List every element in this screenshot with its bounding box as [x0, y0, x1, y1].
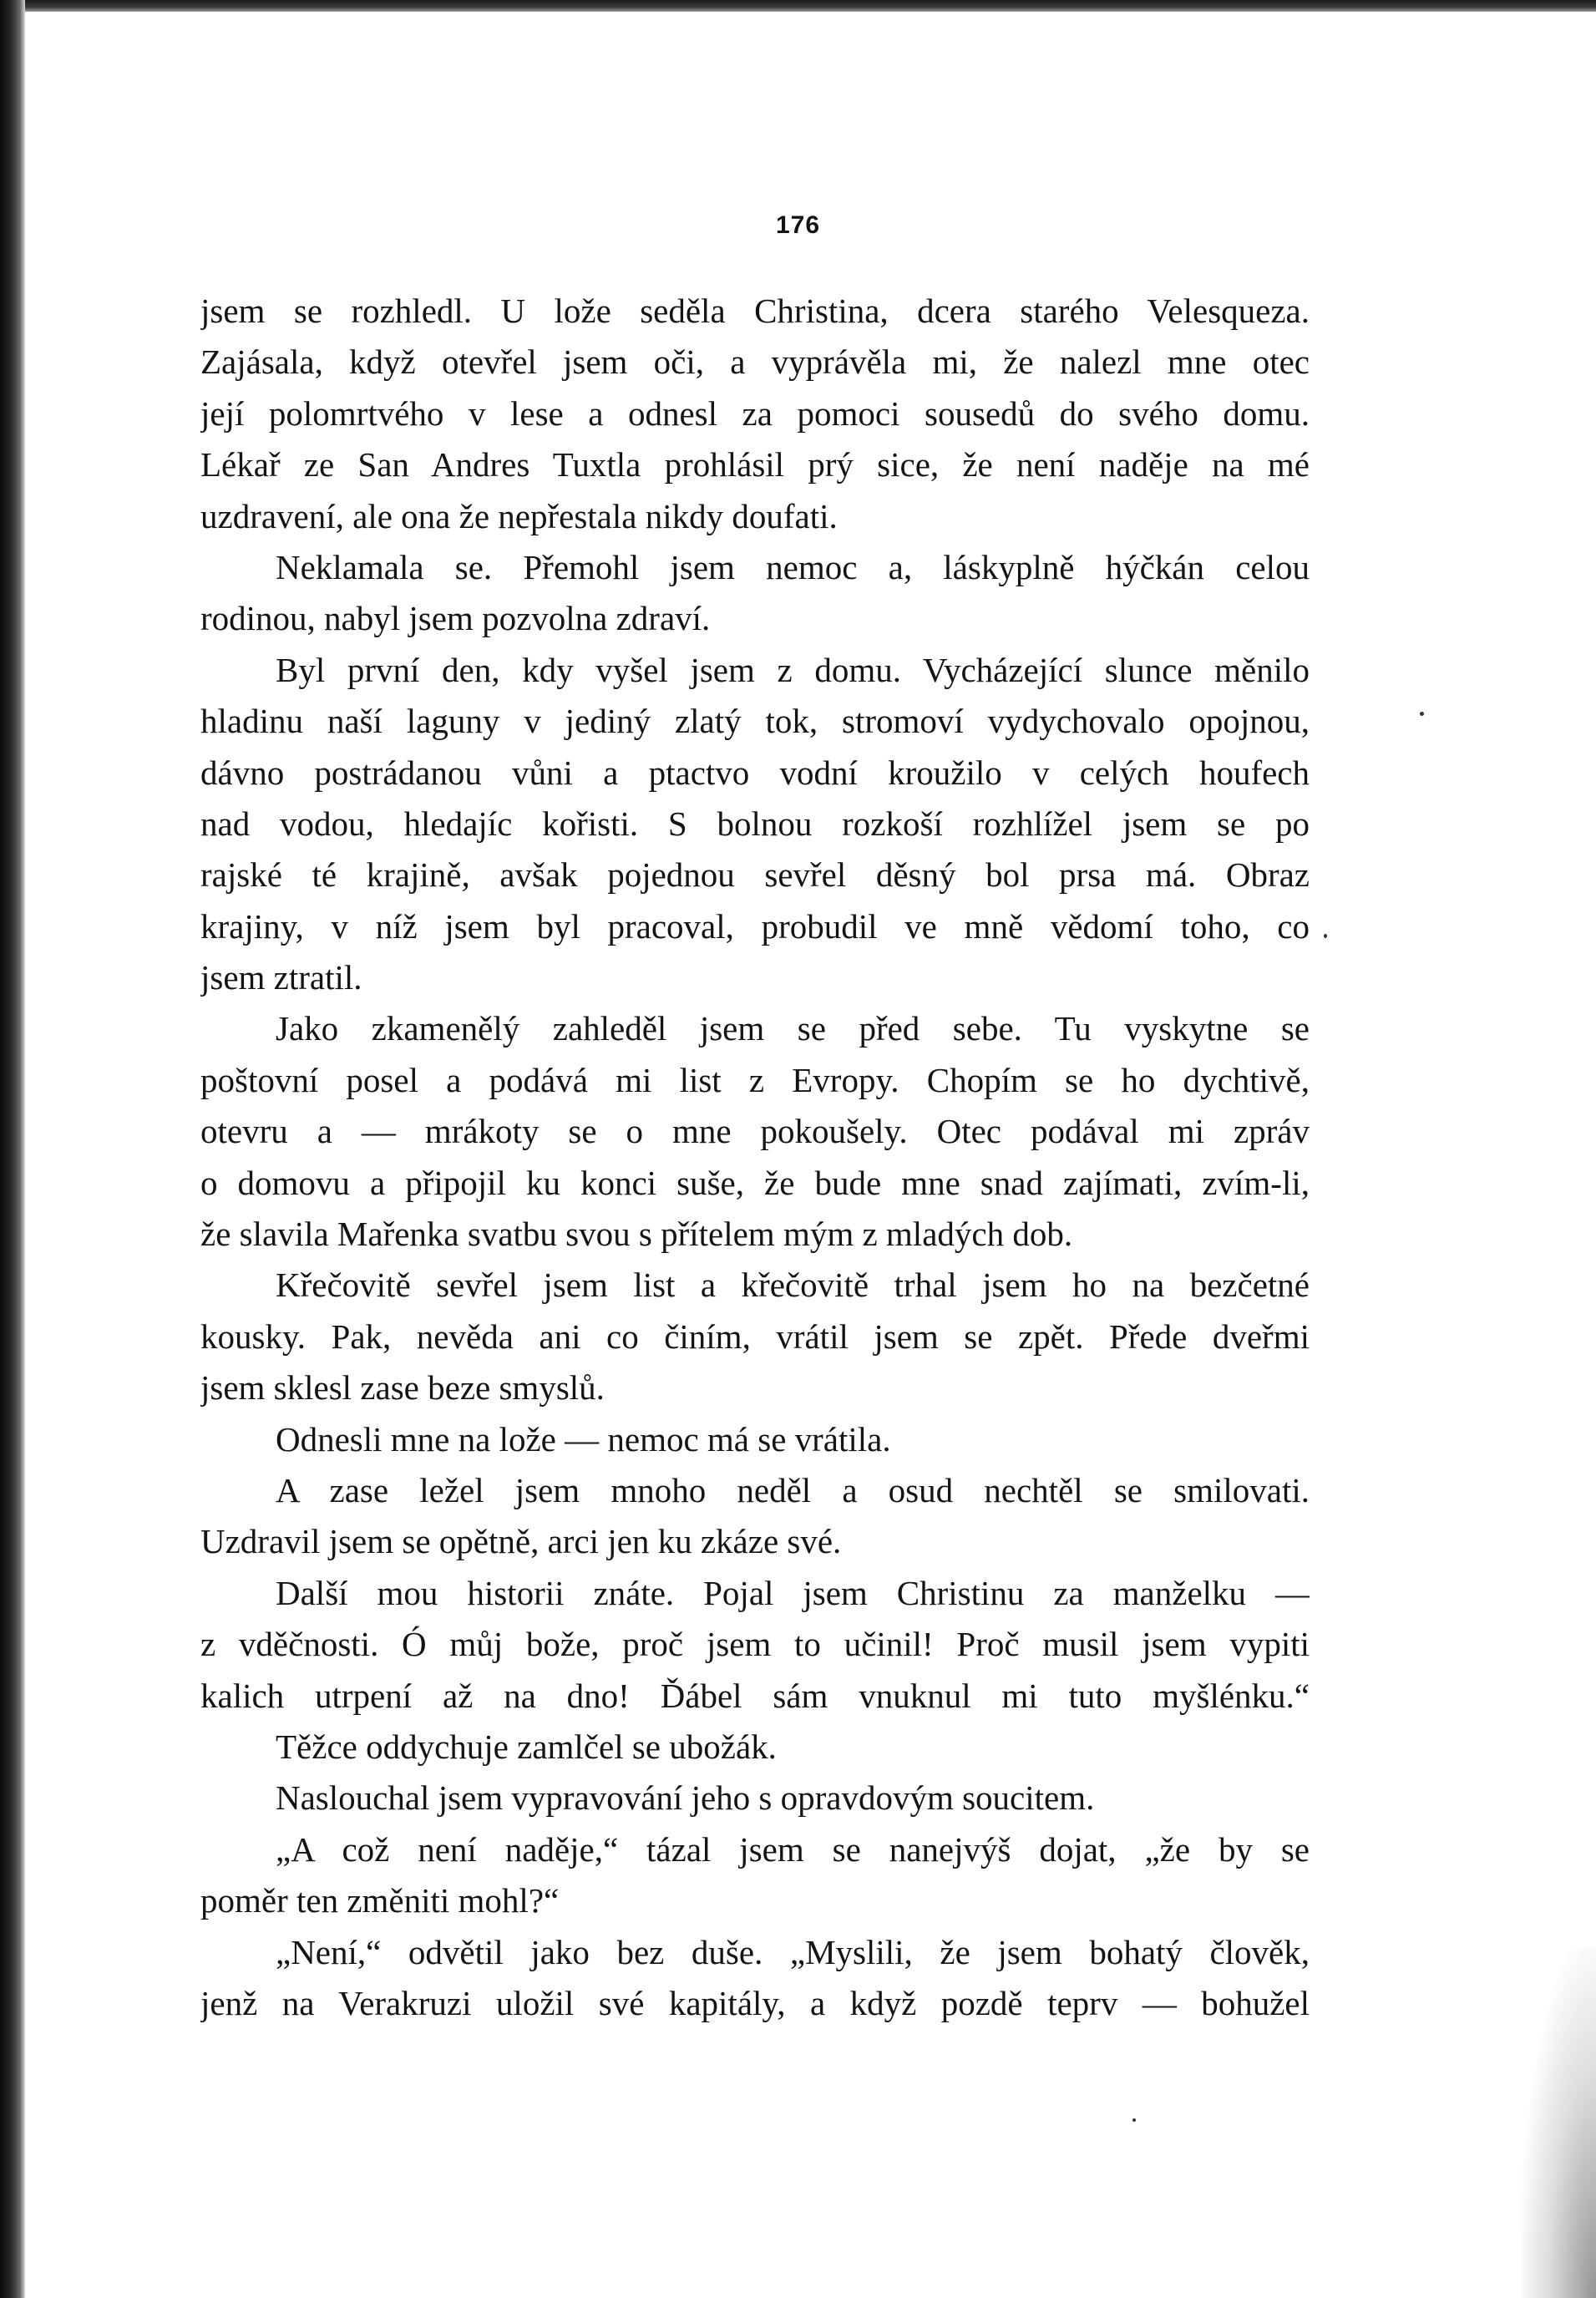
- text-line: jsem ztratil.: [200, 958, 362, 997]
- text-line: Jako zkamenělý zahleděl jsem se před sebe. Tu vyskytne se: [276, 1009, 1310, 1048]
- text-line: Naslouchal jsem vypravování jeho s opravdovým soucitem.: [276, 1778, 1095, 1818]
- scan-corner-shadow: [1521, 1947, 1596, 2298]
- text-line: otevru a — mrákoty se o mne pokoušely. Otec podával mi zpráv: [200, 1112, 1310, 1151]
- text-line: Další mou historii znáte. Pojal jsem Christinu za manželku —: [276, 1573, 1310, 1612]
- text-line: krajiny, v níž jsem byl pracoval, probudil ve mně vědomí toho, co: [200, 906, 1310, 946]
- text-line: že slavila Mařenka svatbu svou s přítelem mým z mladých dob.: [200, 1215, 1073, 1254]
- text-line: Neklamala se. Přemohl jsem nemoc a, láskyplně hýčkán celou: [276, 547, 1310, 586]
- text-line: Byl první den, kdy vyšel jsem z domu. Vycházející slunce měnilo: [276, 650, 1310, 689]
- text-line: uzdravení, ale ona že nepřestala nikdy doufati.: [200, 496, 838, 535]
- text-line: jsem se rozhledl. U lože seděla Christina, dcera starého Velesqueza.: [200, 292, 1310, 330]
- text-line: rodinou, nabyl jsem pozvolna zdraví.: [200, 599, 711, 638]
- text-line: o domovu a připojil ku konci suše, že bude mne snad zajímati, zvím-li,: [200, 1163, 1310, 1202]
- text-line: „Není,“ odvětil jako bez duše. „Myslili, že jsem bohatý člověk,: [276, 1932, 1310, 1971]
- text-line: dávno postrádanou vůni a ptactvo vodní kroužilo v celých houfech: [200, 753, 1310, 792]
- text-line: poštovní posel a podává mi list z Evropy. Chopím se ho dychtivě,: [200, 1060, 1310, 1099]
- text-line: jenž na Verakruzi uložil své kapitály, a když pozdě teprv — bohužel: [200, 1983, 1310, 2022]
- text-line: nad vodou, hledajíc kořisti. S bolnou rozkoší rozhlížel jsem se po: [200, 804, 1310, 843]
- page-number: 176: [775, 211, 821, 239]
- scan-left-edge: [0, 0, 25, 2298]
- text-line: Těžce oddychuje zamlčel se ubožák.: [276, 1727, 777, 1766]
- text-line: Křečovitě sevřel jsem list a křečovitě trhal jsem ho na bezčetné: [276, 1266, 1310, 1305]
- text-line: jsem sklesl zase beze smyslů.: [200, 1368, 605, 1408]
- scan-speck: [1132, 2118, 1136, 2122]
- text-line: A zase ležel jsem mnoho neděl a osud nechtěl se smilovati.: [276, 1470, 1310, 1509]
- text-line: kousky. Pak, nevěda ani co činím, vrátil jsem se zpět. Přede dveřmi: [200, 1316, 1310, 1356]
- text-line: hladinu naší laguny v jediný zlatý tok, stromoví vydychovalo opojnou,: [200, 702, 1310, 741]
- text-line: Uzdravil jsem se opětně, arci jen ku zkáze své.: [200, 1522, 842, 1561]
- text-line: kalich utrpení až na dno! Ďábel sám vnuknul mi tuto myšlénku.“: [200, 1676, 1310, 1715]
- text-line: „A což není naděje,“ tázal jsem se nanejvýš dojat, „že by se: [276, 1829, 1310, 1869]
- text-line: poměr ten změniti mohl?“: [200, 1881, 560, 1920]
- text-line: rajské té krajině, avšak pojednou sevřel děsný bol prsa má. Obraz: [200, 855, 1310, 895]
- scan-speck: [1420, 712, 1424, 716]
- scan-speck: [1324, 934, 1327, 938]
- text-line: Zajásala, když otevřel jsem oči, a vyprávěla mi, že nalezl mne otec: [200, 342, 1310, 382]
- body-text: [200, 286, 1310, 2029]
- text-line: Lékař ze San Andres Tuxtla prohlásil prý sice, že není naděje na mé: [200, 445, 1310, 484]
- text-line: její polomrtvého v lese a odnesl za pomoci sousedů do svého domu.: [200, 393, 1310, 433]
- text-line: z vděčnosti. Ó můj bože, proč jsem to učinil! Proč musil jsem vypiti: [200, 1625, 1310, 1664]
- text-line: Odnesli mne na lože — nemoc má se vrátila.: [276, 1419, 891, 1458]
- scan-top-edge: [0, 0, 1596, 12]
